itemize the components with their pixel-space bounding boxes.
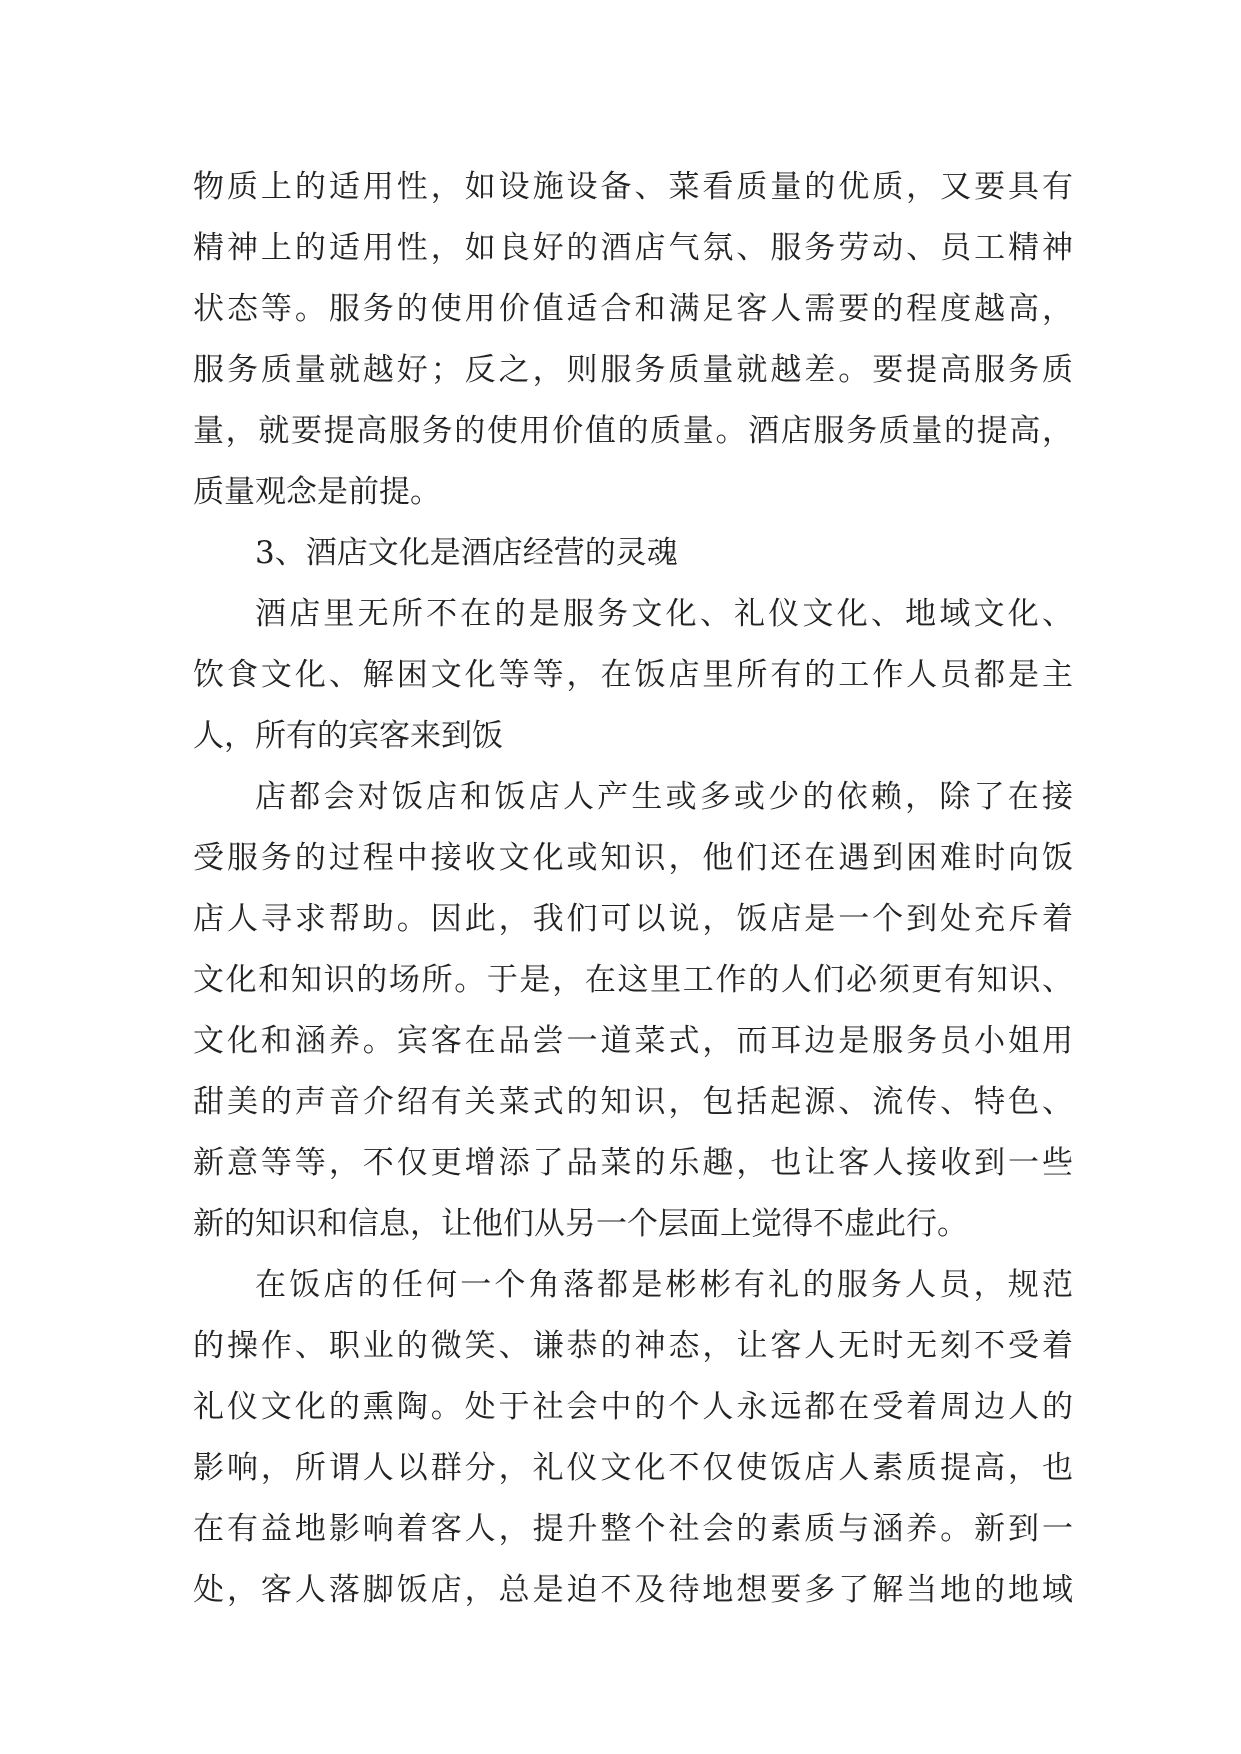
text-line: 文化和涵养。宾客在品尝一道菜式，而耳边是服务员小姐用 xyxy=(193,1023,1073,1059)
text-line: 在饭店的任何一个角落都是彬彬有礼的服务人员，规范 xyxy=(255,1267,1073,1303)
text-line: 受服务的过程中接收文化或知识，他们还在遇到困难时向饭 xyxy=(193,840,1073,876)
text-line: 甜美的声音介绍有关菜式的知识，包括起源、流传、特色、 xyxy=(193,1084,1073,1120)
text-line: 物质上的适用性，如设施设备、菜看质量的优质，又要具有 xyxy=(193,169,1073,205)
text-line: 影响，所谓人以群分，礼仪文化不仅使饭店人素质提高，也 xyxy=(193,1450,1073,1486)
text-line: 质量观念是前提。 xyxy=(193,474,441,510)
text-line: 新意等等，不仅更增添了品菜的乐趣，也让客人接收到一些 xyxy=(193,1145,1073,1181)
text-line: 处，客人落脚饭店，总是迫不及待地想要多了解当地的地域 xyxy=(193,1572,1073,1608)
text-line: 店都会对饭店和饭店人产生或多或少的依赖，除了在接 xyxy=(255,779,1073,815)
text-line: 礼仪文化的熏陶。处于社会中的个人永远都在受着周边人的 xyxy=(193,1389,1073,1425)
text-line: 文化和知识的场所。于是，在这里工作的人们必须更有知识、 xyxy=(193,962,1073,998)
text-line: 状态等。服务的使用价值适合和满足客人需要的程度越高， xyxy=(193,291,1073,327)
text-line: 量，就要提高服务的使用价值的质量。酒店服务质量的提高， xyxy=(193,413,1073,449)
text-line: 酒店里无所不在的是服务文化、礼仪文化、地域文化、 xyxy=(255,596,1073,632)
text-line: 的操作、职业的微笑、谦恭的神态，让客人无时无刻不受着 xyxy=(193,1328,1073,1364)
text-line: 人，所有的宾客来到饭 xyxy=(193,718,503,754)
text-line: 服务质量就越好；反之，则服务质量就越差。要提高服务质 xyxy=(193,352,1073,388)
text-line: 精神上的适用性，如良好的酒店气氛、服务劳动、员工精神 xyxy=(193,230,1073,266)
document-body xyxy=(193,157,1073,1621)
text-line: 在有益地影响着客人，提升整个社会的素质与涵养。新到一 xyxy=(193,1511,1073,1547)
text-line: 店人寻求帮助。因此，我们可以说，饭店是一个到处充斥着 xyxy=(193,901,1073,937)
section-heading: 3、酒店文化是酒店经营的灵魂 xyxy=(255,535,678,571)
text-line: 新的知识和信息，让他们从另一个层面上觉得不虚此行。 xyxy=(193,1206,968,1242)
text-line: 饮食文化、解困文化等等，在饭店里所有的工作人员都是主 xyxy=(193,657,1073,693)
